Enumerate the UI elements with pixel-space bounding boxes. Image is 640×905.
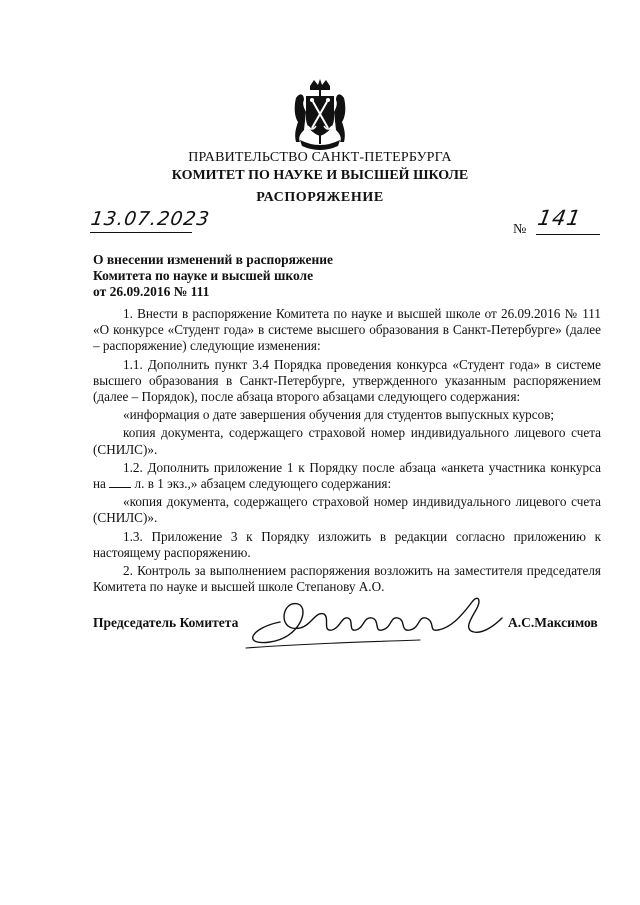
signatory-name: А.С.Максимов bbox=[508, 615, 598, 630]
paragraph: 1.1. Дополнить пункт 3.4 Порядка проведения конкурса «Студент года» в системе высшего образования в Санкт-Петербурге, утвержденного указанным распоряжением (далее – Порядок), после абзаца второго абзацами следующего содержания: bbox=[93, 356, 601, 405]
handwritten-signature bbox=[240, 588, 510, 650]
paragraph: «копия документа, содержащего страховой номер индивидуального лицевого счета (СНИЛС)». bbox=[93, 494, 601, 526]
paragraph bbox=[93, 460, 601, 492]
document-subject bbox=[93, 252, 333, 300]
paragraph: 2. Контроль за выполнением распоряжения возложить на заместителя председателя Комитета по науке и высшей школе Степанову А.О. bbox=[93, 563, 601, 595]
subject-line: О внесении изменений в распоряжение bbox=[93, 252, 334, 267]
number-label: № bbox=[513, 222, 527, 237]
document-type: РАСПОРЯЖЕНИЕ bbox=[256, 190, 384, 205]
paragraph: 1. Внести в распоряжение Комитета по науке и высшей школе от 26.09.2016 № 111 «О конкурсе «Студент года» в системе высшего образования в Санкт-Петербурге» (далее – распоряжение) следующие изменения: bbox=[93, 306, 601, 354]
blank-field bbox=[109, 477, 131, 488]
paragraph: «информация о дате завершения обучения для студентов выпускных курсов; bbox=[123, 407, 555, 423]
committee-title: КОМИТЕТ ПО НАУКЕ И ВЫСШЕЙ ШКОЛЕ bbox=[171, 168, 469, 183]
document-body bbox=[93, 306, 601, 597]
handwritten-date: 13.07.2023 bbox=[89, 208, 212, 230]
paragraph-part: л. в 1 экз.,» абзацем следующего содержания: bbox=[134, 476, 392, 492]
paragraph: 1.3. Приложение 3 к Порядку изложить в редакции согласно приложению к настоящему распоряжению. bbox=[93, 528, 601, 560]
date-underline bbox=[90, 232, 192, 233]
coat-of-arms-icon bbox=[292, 78, 348, 150]
paragraph: копия документа, содержащего страховой номер индивидуального лицевого счета (СНИЛС)». bbox=[93, 425, 601, 457]
number-underline bbox=[536, 234, 600, 235]
paragraph-part: 1.2. Дополнить приложение 1 к Порядку после абзаца «анкета участника конкурса на bbox=[93, 459, 601, 492]
signatory-title: Председатель Комитета bbox=[93, 615, 239, 630]
handwritten-number: 141 bbox=[535, 206, 584, 230]
government-title: ПРАВИТЕЛЬСТВО САНКТ-ПЕТЕРБУРГА bbox=[188, 150, 452, 165]
subject-line: от 26.09.2016 № 111 bbox=[93, 284, 210, 299]
subject-line: Комитета по науке и высшей школе bbox=[93, 268, 314, 283]
